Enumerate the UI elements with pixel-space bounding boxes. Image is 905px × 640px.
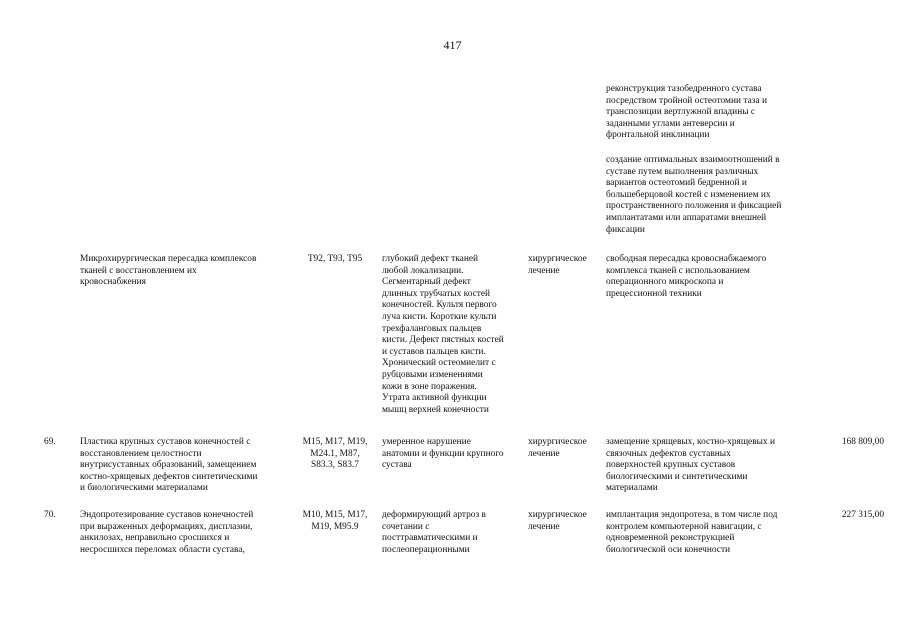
row-kind: хирургическое лечение xyxy=(528,510,587,532)
row-model: деформирующий артроз в сочетании с посттравматическими и послеоперационными xyxy=(382,510,486,555)
row-kind: хирургическое лечение xyxy=(528,437,587,459)
row-method: замещение хрящевых, костно-хрящевых и связочных дефектов суставных поверхностей крупных суставов биологическими и синтетическими материалами xyxy=(606,437,775,494)
row-cost: 227 315,00 xyxy=(841,510,884,520)
row-name: Эндопротезирование суставов конечностей при выраженных деформациях, дисплазии, анкилозах, неправильно сросшихся и несросшихся переломах области сустава, xyxy=(80,510,254,555)
row-method: имплантация эндопротеза, в том числе под контролем компьютерной навигации, с одновременной реконструкцией биологической оси конечности xyxy=(606,510,778,555)
row-model: умеренное нарушение анатомии и функции крупного сустава xyxy=(382,437,504,471)
row-number: 69. xyxy=(44,437,56,447)
continued-method-2: создание оптимальных взаимоотношений в суставе путем выполнения различных вариантов остеотомий бедренной и большеберцовой костей с изменением их пространственного положения и фиксацией имплантатами или аппаратами внешней фиксации xyxy=(606,155,782,235)
row-model: глубокий дефект тканей любой локализации. Сегментарный дефект длинных трубчатых костей конечностей. Культя первого луча кисти. Короткие культи трехфаланговых пальцев кисти. Дефект пястных костей и суставов пальцев кисти. Хронический остеомиелит с рубцовыми изменениями кожи в зоне поражения. Утрата активной функции мышц верхней конечности xyxy=(382,254,504,415)
continued-method-1: реконструкция тазобедренного сустава посредством тройной остеотомии таза и транспозиции вертлужной впадины с заданными углами антеверсии и фронтальной инклинации xyxy=(606,84,767,141)
row-kind: хирургическое лечение xyxy=(528,254,587,276)
row-codes: T92, T93, T95 xyxy=(307,254,363,264)
row-name: Микрохирургическая пересадка комплексов тканей с восстановлением их кровоснабжения xyxy=(80,254,257,288)
row-codes: M15, M17, M19, M24.1, M87, S83.3, S83.7 xyxy=(302,437,368,471)
row-number: 70. xyxy=(44,510,56,520)
row-name: Пластика крупных суставов конечностей с восстановлением целостности внутрисуставных образований, замещением костно-хрящевых дефектов синтетическими и биологическими материалами xyxy=(80,437,258,494)
row-method: свободная пересадка кровоснабжаемого комплекса тканей с использованием операционного микроскопа и прецессионной техники xyxy=(606,254,767,299)
row-codes: M10, M15, M17, M19, M95.9 xyxy=(302,510,368,532)
page-number: 417 xyxy=(443,38,462,52)
row-cost: 168 809,00 xyxy=(841,437,884,447)
